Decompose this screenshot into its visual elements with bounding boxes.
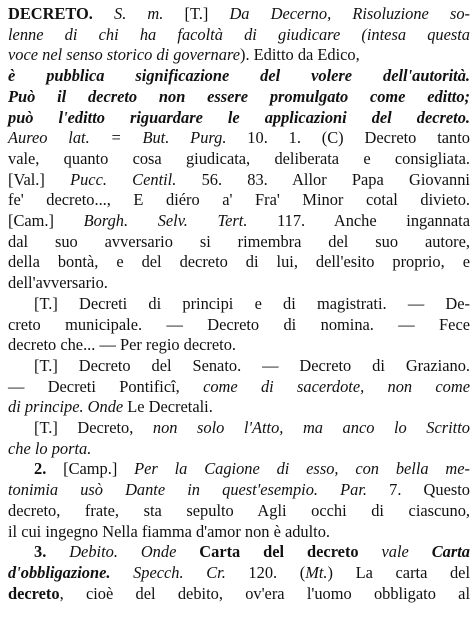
text-run: Debito. Onde — [69, 542, 200, 562]
text-run: [Camp.] — [63, 459, 135, 479]
text-run: decreto — [8, 583, 60, 603]
entry-line-15 — [8, 294, 470, 315]
text-run: ). Editto da Edico, — [240, 45, 360, 65]
text-run: Carta del decreto — [199, 542, 359, 562]
text-run: S. m. — [92, 4, 185, 23]
entry-line-21 — [8, 418, 470, 439]
text-run: dal suo avversario si rimembra del suo autore, — [8, 231, 470, 251]
entry-line-19 — [8, 377, 470, 398]
text-run: può l'editto riguardare le applicazioni del decreto. — [8, 107, 470, 127]
text-run: Borgh. Selv. Tert. — [83, 211, 248, 231]
text-run: fe' decreto..., E diéro a' Fra' Minor cotal divieto. — [8, 190, 470, 210]
text-run: è pubblica significazione del volere dell'autorità. — [8, 66, 470, 86]
entry-line-14 — [8, 273, 470, 294]
entry-line-10 — [8, 190, 470, 211]
text-run: decreto, frate, sta sepulto Agli occhi di ciascuno, — [8, 500, 470, 520]
entry-line-1 — [8, 4, 470, 25]
text-run: voce nel senso storico di governare — [8, 45, 240, 65]
text-run: — Decreti Pontificî, — [8, 376, 204, 396]
text-run: [Cam.] — [8, 211, 84, 231]
text-run: vale, quanto cosa giudicata, deliberata e consigliata. — [8, 148, 470, 168]
text-run: tonimia usò Dante in quest'esempio. Par. — [8, 480, 368, 500]
text-run: Le Decretali. — [127, 397, 213, 417]
text-run: Mt. — [305, 562, 328, 582]
text-run: di principe. Onde — [8, 397, 128, 417]
entry-line-26 — [8, 522, 470, 543]
entry-line-3 — [8, 45, 470, 66]
entry-line-16 — [8, 315, 470, 336]
text-run: Aureo lat. = But. Purg. — [8, 128, 227, 148]
text-run: Per la Cagione di esso, con bella me- — [134, 459, 470, 479]
text-run: Può il decreto non essere promulgato come editto; — [8, 86, 470, 106]
text-run: 120. ( — [225, 562, 306, 582]
text-run: che lo porta. — [8, 438, 92, 458]
text-run: 117. Anche ingannata — [247, 211, 470, 231]
text-run: [T.] Decreto del Senato. — Decreto di Graziano. — [34, 355, 470, 375]
text-run: il cui ingegno Nella fiamma d'amor non è adulto. — [8, 521, 331, 541]
dictionary-entry — [8, 4, 470, 604]
text-run: Pucc. Centil. — [70, 169, 177, 189]
entry-line-25 — [8, 501, 470, 522]
entry-line-6 — [8, 108, 470, 129]
text-run: 7. Questo — [367, 480, 470, 500]
text-run: , cioè del debito, ov'era l'uomo obbligato al — [59, 583, 470, 603]
text-run: 3. — [34, 542, 70, 562]
entry-line-18 — [8, 356, 470, 377]
entry-line-17 — [8, 335, 470, 356]
text-run: decreto che... — Per regio decreto. — [8, 335, 236, 355]
text-run: lenne di chi ha facoltà di giudicare (intesa questa — [8, 24, 470, 44]
text-run: come di sacerdote, non come — [203, 376, 470, 396]
text-run: 10. 1. (C) Decreto tanto — [226, 128, 470, 148]
text-run: [T.] — [184, 4, 230, 23]
text-run: 2. — [34, 459, 64, 479]
text-run: d'obbligazione. — [8, 562, 111, 582]
entry-line-9 — [8, 170, 470, 191]
entry-line-27 — [8, 542, 470, 563]
text-run: ) La carta del — [327, 562, 471, 582]
entry-line-23 — [8, 459, 470, 480]
text-run: DECRETO. — [8, 4, 93, 23]
text-run: vale — [358, 542, 432, 562]
text-run: della bontà, e del decreto di lui, dell'esito proprio, e — [8, 252, 470, 272]
entry-line-20 — [8, 397, 470, 418]
text-run: dell'avversario. — [8, 273, 108, 293]
entry-line-11 — [8, 211, 470, 232]
entry-line-7 — [8, 128, 470, 149]
entry-line-4 — [8, 66, 470, 87]
text-run: [Val.] — [8, 169, 71, 189]
entry-line-29 — [8, 584, 470, 605]
entry-line-24 — [8, 480, 470, 501]
entry-line-2 — [8, 25, 470, 46]
entry-line-5 — [8, 87, 470, 108]
text-run: non solo l'Atto, ma anco lo Scritto — [152, 418, 470, 438]
text-run: Carta — [431, 542, 471, 562]
entry-line-13 — [8, 252, 470, 273]
text-run: [T.] Decreto, — [34, 418, 153, 438]
entry-line-22 — [8, 439, 470, 460]
entry-line-8 — [8, 149, 470, 170]
text-run: Da Decerno, Risoluzione so- — [229, 4, 470, 23]
entry-line-12 — [8, 232, 470, 253]
text-run: 56. 83. Allor Papa Giovanni — [176, 169, 470, 189]
text-run: [T.] Decreti di principi e di magistrati. — De- — [34, 293, 470, 313]
text-run: Specch. Cr. — [110, 562, 226, 582]
text-run: creto municipale. — Decreto di nomina. — Fece — [8, 314, 470, 334]
entry-line-28 — [8, 563, 470, 584]
